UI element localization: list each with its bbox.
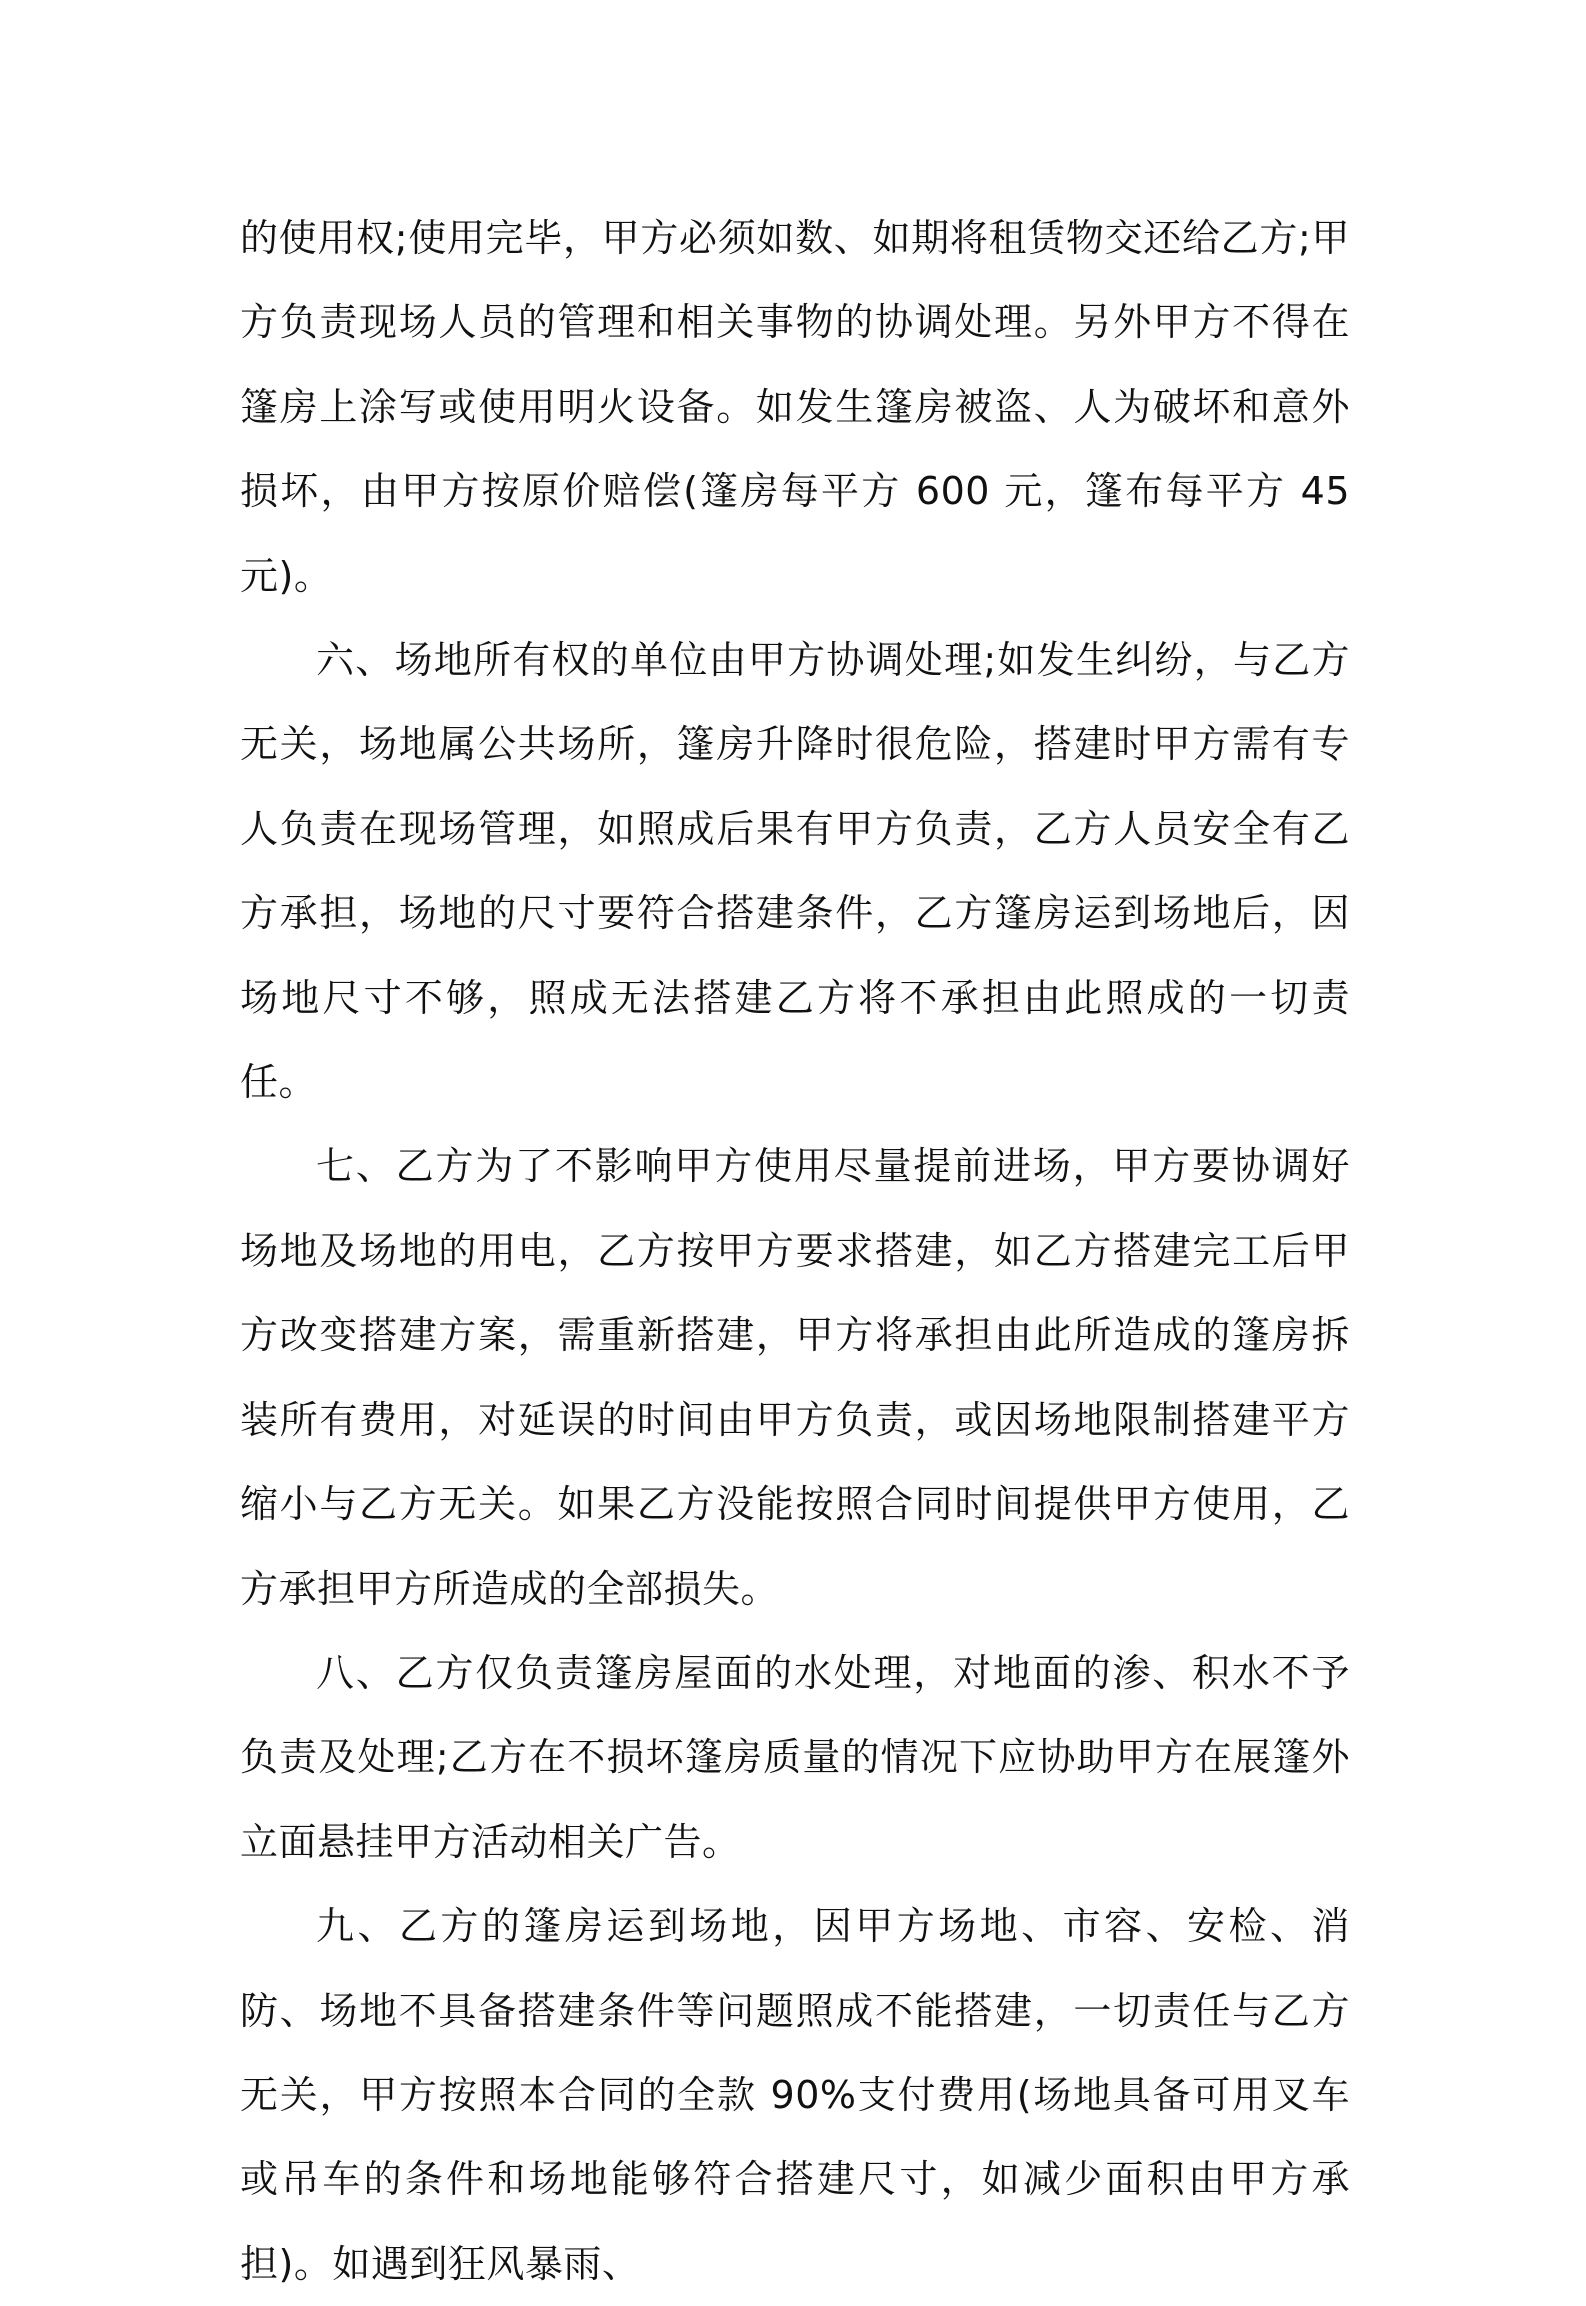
paragraph-clause-9: 九、乙方的篷房运到场地，因甲方场地、市容、安检、消防、场地不具备搭建条件等问题照成不能搭建，一切责任与乙方无关，甲方按照本合同的全款 90%支付费用(场地具备可用叉车或吊车的条件和场地能够符合搭建尺寸，如减少面积由甲方承担)。如遇到狂风暴雨、 xyxy=(240,1904,1350,2286)
paragraph-clause-8: 八、乙方仅负责篷房屋面的水处理，对地面的渗、积水不予负责及处理;乙方在不损坏篷房质量的情况下应协助甲方在展篷外立面悬挂甲方活动相关广告。 xyxy=(240,1650,1350,1864)
paragraph-clause-6: 六、场地所有权的单位由甲方协调处理;如发生纠纷，与乙方无关，场地属公共场所，篷房升降时很危险，搭建时甲方需有专人负责在现场管理，如照成后果有甲方负责，乙方人员安全有乙方承担，场地的尺寸要符合搭建条件，乙方篷房运到场地后，因场地尺寸不够，照成无法搭建乙方将不承担由此照成的一切责任。 xyxy=(240,638,1350,1105)
document-body xyxy=(240,196,1350,2306)
paragraph-continuation: 的使用权;使用完毕，甲方必须如数、如期将租赁物交还给乙方;甲方负责现场人员的管理和相关事物的协调处理。另外甲方不得在篷房上涂写或使用明火设备。如发生篷房被盗、人为破坏和意外损坏，由甲方按原价赔偿(篷房每平方 600 元，篷布每平方 45 元)。 xyxy=(240,216,1350,598)
paragraph-clause-7: 七、乙方为了不影响甲方使用尽量提前进场，甲方要协调好场地及场地的用电，乙方按甲方要求搭建，如乙方搭建完工后甲方改变搭建方案，需重新搭建，甲方将承担由此所造成的篷房拆装所有费用，对延误的时间由甲方负责，或因场地限制搭建平方缩小与乙方无关。如果乙方没能按照合同时间提供甲方使用，乙方承担甲方所造成的全部损失。 xyxy=(240,1144,1350,1611)
